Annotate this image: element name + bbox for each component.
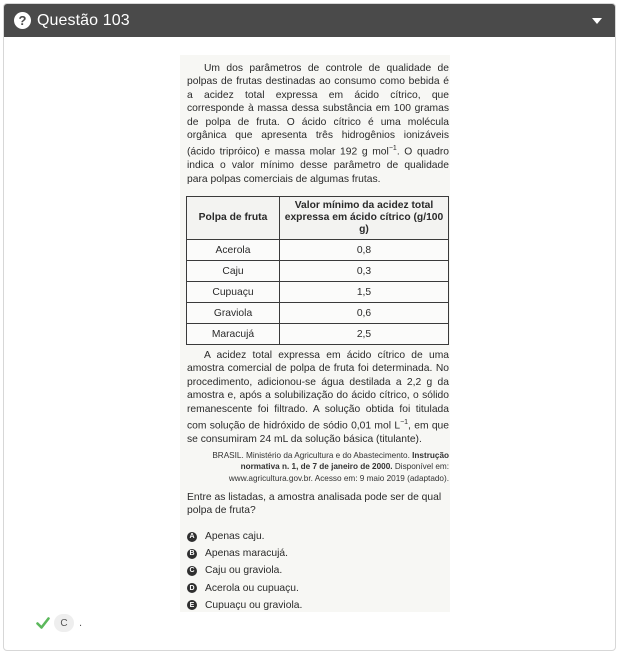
answer-trailing: .	[79, 617, 83, 629]
value-cell: 0,3	[280, 261, 449, 282]
table-header-row	[187, 197, 449, 240]
acidity-table	[186, 196, 449, 345]
value-cell: 2,5	[280, 324, 449, 345]
value-cell: 0,8	[280, 240, 449, 261]
procedure-paragraph: A acidez total expressa em ácido cítrico de uma amostra comercial de polpa de fruta foi determinada. No procedimento, adicionou-se água destilada a 2,2 g da amostra e, após a solubilização do ácido cítrico, o sólido remanescente foi filtrado. A solução obtida foi titulada com solução de hidróxido de sódio 0,01 mol $L^{-1}$, em que se consumiram 24 mL da solução básica (titulante).	[187, 350, 450, 445]
table-header-value: Valor mínimo da acidez total expressa em ácido cítrico (g/100 g)	[280, 197, 449, 240]
value-cell: 0,6	[280, 303, 449, 324]
answer-options	[187, 528, 449, 614]
question-header[interactable]	[4, 4, 615, 37]
question-stem: Entre as listadas, a amostra analisada pode ser de qual polpa de fruta?	[187, 492, 442, 517]
fruit-cell: Caju	[187, 261, 280, 282]
option-letter-icon: E	[187, 600, 197, 610]
option-letter-icon: A	[187, 532, 197, 542]
option-c[interactable]: C Caju ou graviola.	[187, 562, 449, 579]
question-circle-icon: ?	[14, 12, 31, 29]
table-row	[187, 303, 449, 324]
table-row	[187, 240, 449, 261]
option-letter-icon: C	[187, 566, 197, 576]
answer-letter-badge[interactable]: C	[54, 614, 74, 632]
fruit-cell: Maracujá	[187, 324, 280, 345]
source-citation: BRASIL. Ministério da Agricultura e do Abastecimento. Instrução normativa n. 1, de 7 de janeiro de 2000. Disponível em: www.agricultura.gov.br. Acesso em: 9 maio 2019 (adaptado).	[212, 451, 449, 483]
table-row	[187, 261, 449, 282]
option-letter-icon: B	[187, 549, 197, 559]
fruit-cell: Acerola	[187, 240, 280, 261]
table-row	[187, 282, 449, 303]
caret-down-icon[interactable]	[592, 18, 602, 24]
question-image	[180, 55, 450, 612]
option-b[interactable]: B Apenas maracujá.	[187, 545, 449, 562]
fruit-cell: Graviola	[187, 303, 280, 324]
intro-paragraph: Um dos parâmetros de controle de qualidade de polpas de frutas destinadas ao consumo como bebida é a acidez total expressa em ácido cítrico, que corresponde à massa dessa substância em 100 gramas de polpa de fruta. O ácido cítrico é uma molécula orgânica que apresenta três hidrogênios ionizáveis (ácido tripróico) e massa molar 192 g mol$^{-1}$. O quadro indica o valor mínimo desse parâmetro de qualidade para polpas comerciais de algumas frutas.	[187, 63, 450, 185]
option-a[interactable]: A Apenas caju.	[187, 528, 449, 545]
table-row	[187, 324, 449, 345]
table-header-fruit: Polpa de fruta	[187, 197, 280, 240]
option-letter-icon: D	[187, 583, 197, 593]
question-title: Questão 103	[37, 11, 130, 29]
fruit-cell: Cupuaçu	[187, 282, 280, 303]
checkmark-icon	[36, 616, 50, 630]
option-e[interactable]: E Cupuaçu ou graviola.	[187, 597, 449, 614]
value-cell: 1,5	[280, 282, 449, 303]
option-d[interactable]: D Acerola ou cupuaçu.	[187, 580, 449, 597]
answer-row	[36, 614, 82, 632]
